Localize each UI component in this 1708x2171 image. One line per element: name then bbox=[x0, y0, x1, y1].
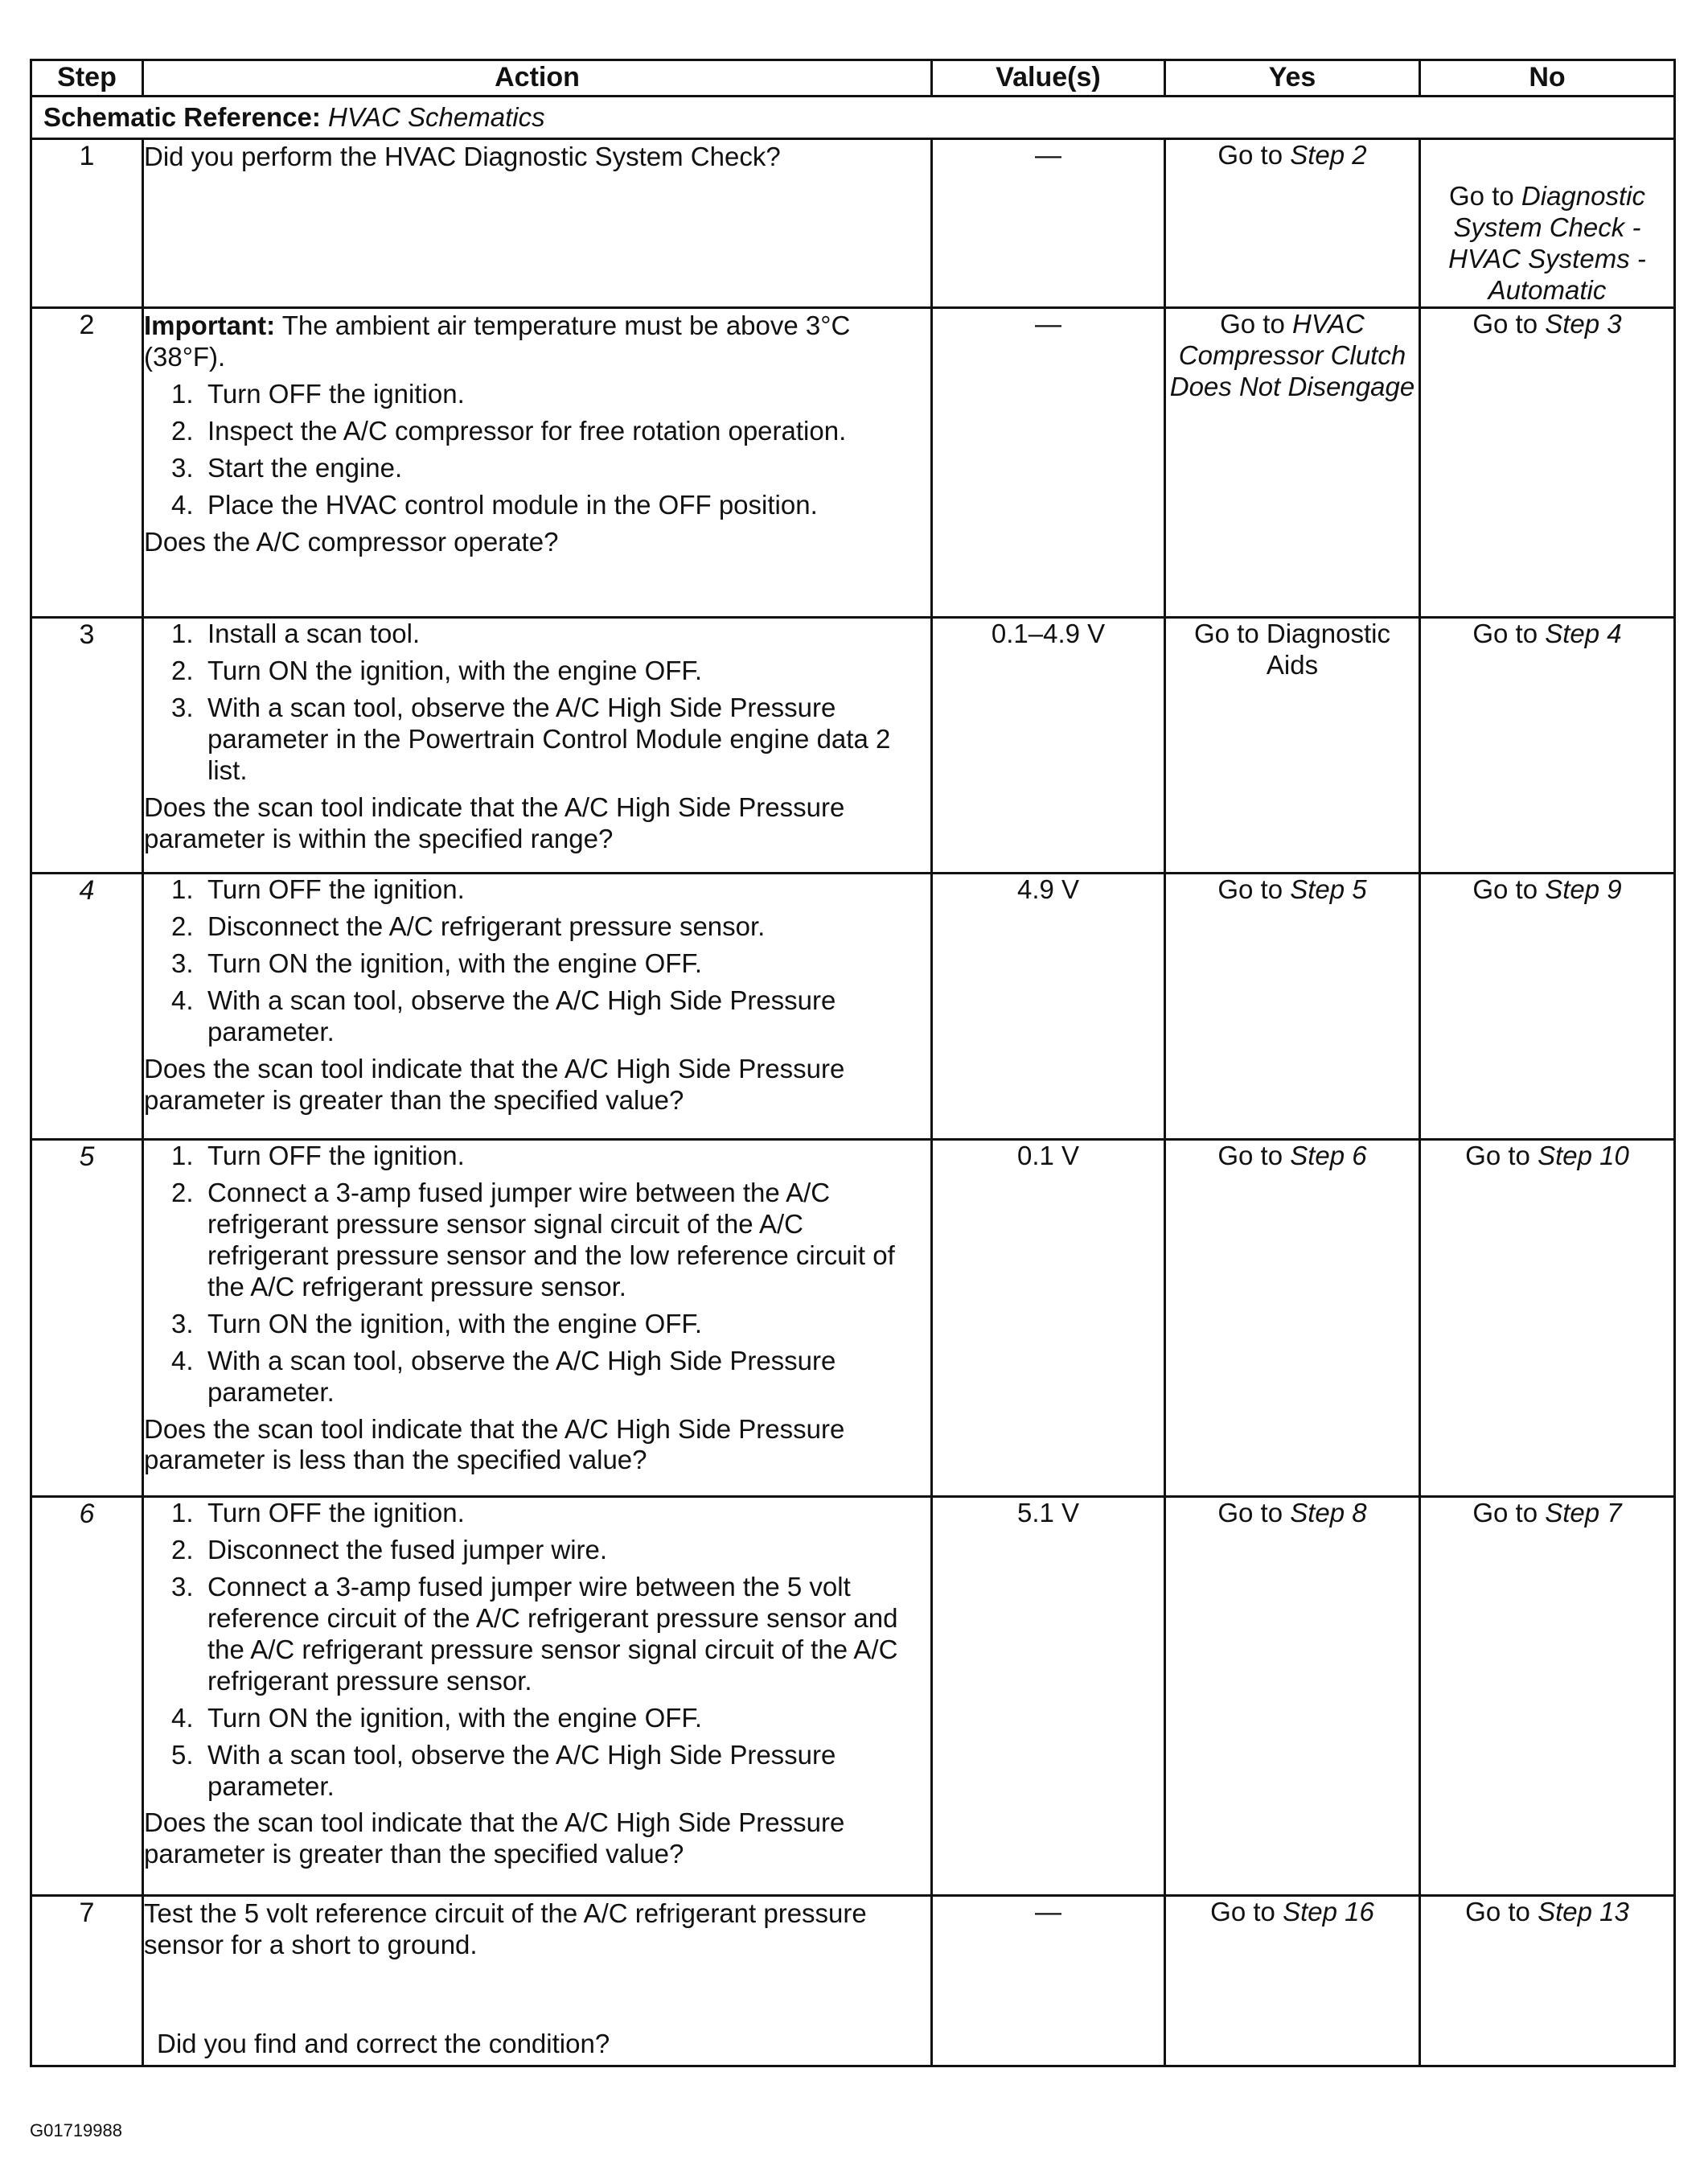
yes-cell bbox=[1165, 874, 1420, 1140]
item-number: 1. bbox=[171, 1141, 194, 1170]
no-link[interactable]: Step 4 bbox=[1545, 619, 1622, 648]
no-link[interactable]: Step 7 bbox=[1545, 1498, 1622, 1528]
action-cell bbox=[143, 308, 932, 618]
question-text: Does the scan tool indicate that the A/C High Side Pressure parameter is within the specified range? bbox=[144, 792, 845, 853]
yes-cell bbox=[1165, 618, 1420, 874]
yes-text: Go to bbox=[1220, 309, 1292, 339]
item-number: 2. bbox=[171, 1534, 194, 1565]
header-row bbox=[31, 60, 1675, 97]
item-number: 3. bbox=[171, 948, 194, 978]
important-label: Important: bbox=[144, 310, 276, 340]
step-number: 5 bbox=[31, 1140, 143, 1497]
item-text: With a scan tool, observe the A/C High Side Pressure parameter in the Powertrain Control Module engine data 2 list. bbox=[207, 692, 891, 785]
item-number: 5. bbox=[171, 1739, 194, 1770]
item-number: 2. bbox=[171, 415, 194, 446]
list-item bbox=[171, 1703, 930, 1734]
step-number: 2 bbox=[31, 308, 143, 618]
value-cell: 4.9 V bbox=[932, 874, 1165, 1140]
list-item bbox=[171, 1572, 930, 1697]
list-item bbox=[171, 1535, 930, 1566]
item-number: 1. bbox=[171, 874, 194, 904]
item-number: 3. bbox=[171, 452, 194, 483]
header-values: Value(s) bbox=[932, 60, 1165, 97]
important-text: The ambient air temperature must be above 3°C (38°F). bbox=[144, 310, 851, 372]
item-number: 3. bbox=[171, 692, 194, 722]
list-item bbox=[171, 379, 930, 410]
list-item bbox=[171, 490, 930, 521]
item-number: 4. bbox=[171, 985, 194, 1015]
yes-link[interactable]: HVAC Compressor Clutch Does Not Disengage bbox=[1169, 309, 1415, 401]
header-no: No bbox=[1420, 60, 1675, 97]
no-text: Go to bbox=[1449, 181, 1521, 212]
no-link[interactable]: Step 3 bbox=[1545, 309, 1622, 339]
table-row bbox=[31, 1497, 1675, 1896]
item-text: Turn ON the ignition, with the engine OFF. bbox=[207, 1308, 703, 1338]
item-text: With a scan tool, observe the A/C High Side Pressure parameter. bbox=[207, 1739, 836, 1801]
yes-text: Go to bbox=[1210, 1897, 1283, 1926]
header-yes: Yes bbox=[1165, 60, 1420, 97]
action-cell bbox=[143, 1497, 932, 1896]
yes-link[interactable]: Go to Diagnostic Aids bbox=[1194, 619, 1390, 680]
step-number: 4 bbox=[31, 874, 143, 1140]
no-cell bbox=[1420, 1497, 1675, 1896]
schematic-link[interactable]: HVAC Schematics bbox=[328, 101, 545, 132]
no-cell bbox=[1420, 1896, 1675, 2066]
yes-cell bbox=[1165, 1140, 1420, 1497]
no-cell bbox=[1420, 874, 1675, 1140]
table-row bbox=[31, 308, 1675, 618]
list-item bbox=[171, 1178, 930, 1303]
table-row bbox=[31, 1140, 1675, 1497]
question-text: Did you find and correct the condition? bbox=[157, 2029, 610, 2059]
list-item bbox=[171, 619, 930, 650]
important-note bbox=[144, 310, 930, 373]
item-text: Turn OFF the ignition. bbox=[207, 874, 465, 904]
yes-cell bbox=[1165, 308, 1420, 618]
yes-cell bbox=[1165, 1497, 1420, 1896]
diagnostic-table bbox=[30, 59, 1676, 2067]
item-text: Start the engine. bbox=[207, 452, 403, 483]
step-number: 6 bbox=[31, 1497, 143, 1896]
step-number: 1 bbox=[31, 139, 143, 308]
item-number: 2. bbox=[171, 911, 194, 941]
item-number: 3. bbox=[171, 1571, 194, 1602]
figure-id: G01719988 bbox=[30, 2120, 122, 2140]
yes-text: Go to bbox=[1217, 1498, 1291, 1528]
value-cell: — bbox=[932, 308, 1165, 618]
list-item bbox=[171, 1309, 930, 1340]
action-cell bbox=[143, 139, 932, 308]
list-item bbox=[171, 1740, 930, 1803]
item-number: 1. bbox=[171, 378, 194, 409]
schematic-row bbox=[31, 97, 1675, 139]
yes-cell bbox=[1165, 1896, 1420, 2066]
value-cell: 0.1–4.9 V bbox=[932, 618, 1165, 874]
value-cell: 0.1 V bbox=[932, 1140, 1165, 1497]
no-link[interactable]: Step 13 bbox=[1538, 1897, 1629, 1926]
no-cell bbox=[1420, 1140, 1675, 1497]
yes-link[interactable]: Step 8 bbox=[1290, 1498, 1367, 1528]
item-text: Turn OFF the ignition. bbox=[207, 1141, 465, 1170]
item-text: Connect a 3-amp fused jumper wire between the A/C refrigerant pressure sensor signal circuit of the A/C refrigerant pressure sensor and the low reference circuit of the A/C refrigerant pressure sensor. bbox=[207, 1177, 895, 1301]
list-item bbox=[171, 453, 930, 484]
item-number: 1. bbox=[171, 619, 194, 648]
list-item bbox=[171, 656, 930, 687]
no-cell bbox=[1420, 308, 1675, 618]
yes-text: Go to bbox=[1217, 874, 1291, 904]
action-cell bbox=[143, 1896, 932, 2066]
item-text: Turn ON the ignition, with the engine OFF. bbox=[207, 655, 703, 685]
list-item bbox=[171, 1346, 930, 1408]
item-number: 1. bbox=[171, 1498, 194, 1528]
yes-link[interactable]: Step 2 bbox=[1290, 140, 1367, 170]
table-row bbox=[31, 618, 1675, 874]
list-item bbox=[171, 1141, 930, 1172]
item-text: Install a scan tool. bbox=[207, 619, 421, 648]
yes-link[interactable]: Step 5 bbox=[1290, 874, 1367, 904]
step-number: 7 bbox=[31, 1896, 143, 2066]
action-cell bbox=[143, 618, 932, 874]
item-number: 2. bbox=[171, 1177, 194, 1207]
item-number: 4. bbox=[171, 489, 194, 520]
yes-text: Go to bbox=[1217, 1141, 1291, 1170]
item-number: 4. bbox=[171, 1702, 194, 1733]
question-text: Does the scan tool indicate that the A/C High Side Pressure parameter is greater than the specified value? bbox=[144, 1053, 845, 1115]
no-link[interactable]: Step 10 bbox=[1538, 1141, 1629, 1170]
item-text: Place the HVAC control module in the OFF position. bbox=[207, 489, 818, 520]
table-row bbox=[31, 874, 1675, 1140]
no-cell bbox=[1420, 139, 1675, 308]
question-text: Does the A/C compressor operate? bbox=[144, 526, 559, 557]
action-cell bbox=[143, 874, 932, 1140]
no-text: Go to bbox=[1472, 619, 1546, 648]
no-text: Go to bbox=[1465, 1141, 1538, 1170]
table-row bbox=[31, 139, 1675, 308]
no-link[interactable]: Step 9 bbox=[1545, 874, 1622, 904]
yes-cell bbox=[1165, 139, 1420, 308]
item-text: With a scan tool, observe the A/C High Side Pressure parameter. bbox=[207, 1345, 836, 1407]
item-text: Disconnect the fused jumper wire. bbox=[207, 1534, 608, 1565]
no-text: Go to bbox=[1465, 1897, 1538, 1926]
item-number: 2. bbox=[171, 655, 194, 685]
no-link[interactable]: Diagnostic System Check - HVAC Systems - Automatic bbox=[1448, 181, 1646, 306]
item-text: Turn OFF the ignition. bbox=[207, 378, 465, 409]
value-cell: — bbox=[932, 1896, 1165, 2066]
action-cell bbox=[143, 1140, 932, 1497]
list-item bbox=[171, 416, 930, 447]
question-text: Does the scan tool indicate that the A/C High Side Pressure parameter is greater than the specified value? bbox=[144, 1807, 845, 1869]
yes-link[interactable]: Step 6 bbox=[1290, 1141, 1367, 1170]
item-text: Connect a 3-amp fused jumper wire between the 5 volt reference circuit of the A/C refrigerant pressure sensor and the A/C refrigerant pressure sensor signal circuit of the A/C refrigerant pressure sensor. bbox=[207, 1571, 898, 1696]
item-text: Turn ON the ignition, with the engine OFF. bbox=[207, 1702, 703, 1733]
schematic-reference bbox=[31, 97, 1675, 139]
list-item bbox=[171, 985, 930, 1048]
list-item bbox=[171, 874, 930, 906]
item-text: Turn ON the ignition, with the engine OFF. bbox=[207, 948, 703, 978]
action-text: Test the 5 volt reference circuit of the A/C refrigerant pressure sensor for a short to ground. bbox=[144, 1898, 867, 1959]
schematic-label: Schematic Reference: bbox=[43, 101, 321, 132]
question-text: Does the scan tool indicate that the A/C High Side Pressure parameter is less than the specified value? bbox=[144, 1413, 845, 1475]
value-cell: 5.1 V bbox=[932, 1497, 1165, 1896]
yes-text: Go to bbox=[1217, 140, 1291, 170]
header-step: Step bbox=[31, 60, 143, 97]
item-text: Turn OFF the ignition. bbox=[207, 1498, 465, 1528]
step-number: 3 bbox=[31, 618, 143, 874]
item-text: Inspect the A/C compressor for free rotation operation. bbox=[207, 415, 847, 446]
no-text: Go to bbox=[1472, 309, 1546, 339]
item-text: With a scan tool, observe the A/C High Side Pressure parameter. bbox=[207, 985, 836, 1046]
item-text: Disconnect the A/C refrigerant pressure sensor. bbox=[207, 911, 766, 941]
list-item bbox=[171, 948, 930, 980]
no-cell bbox=[1420, 618, 1675, 874]
no-text: Go to bbox=[1472, 874, 1546, 904]
yes-link[interactable]: Step 16 bbox=[1283, 1897, 1374, 1926]
no-text: Go to bbox=[1472, 1498, 1546, 1528]
action-text: Did you perform the HVAC Diagnostic System Check? bbox=[144, 142, 781, 171]
item-number: 4. bbox=[171, 1345, 194, 1375]
list-item bbox=[171, 693, 930, 787]
header-action: Action bbox=[143, 60, 932, 97]
list-item bbox=[171, 911, 930, 943]
table-row bbox=[31, 1896, 1675, 2066]
item-number: 3. bbox=[171, 1308, 194, 1338]
list-item bbox=[171, 1498, 930, 1529]
value-cell: — bbox=[932, 139, 1165, 308]
